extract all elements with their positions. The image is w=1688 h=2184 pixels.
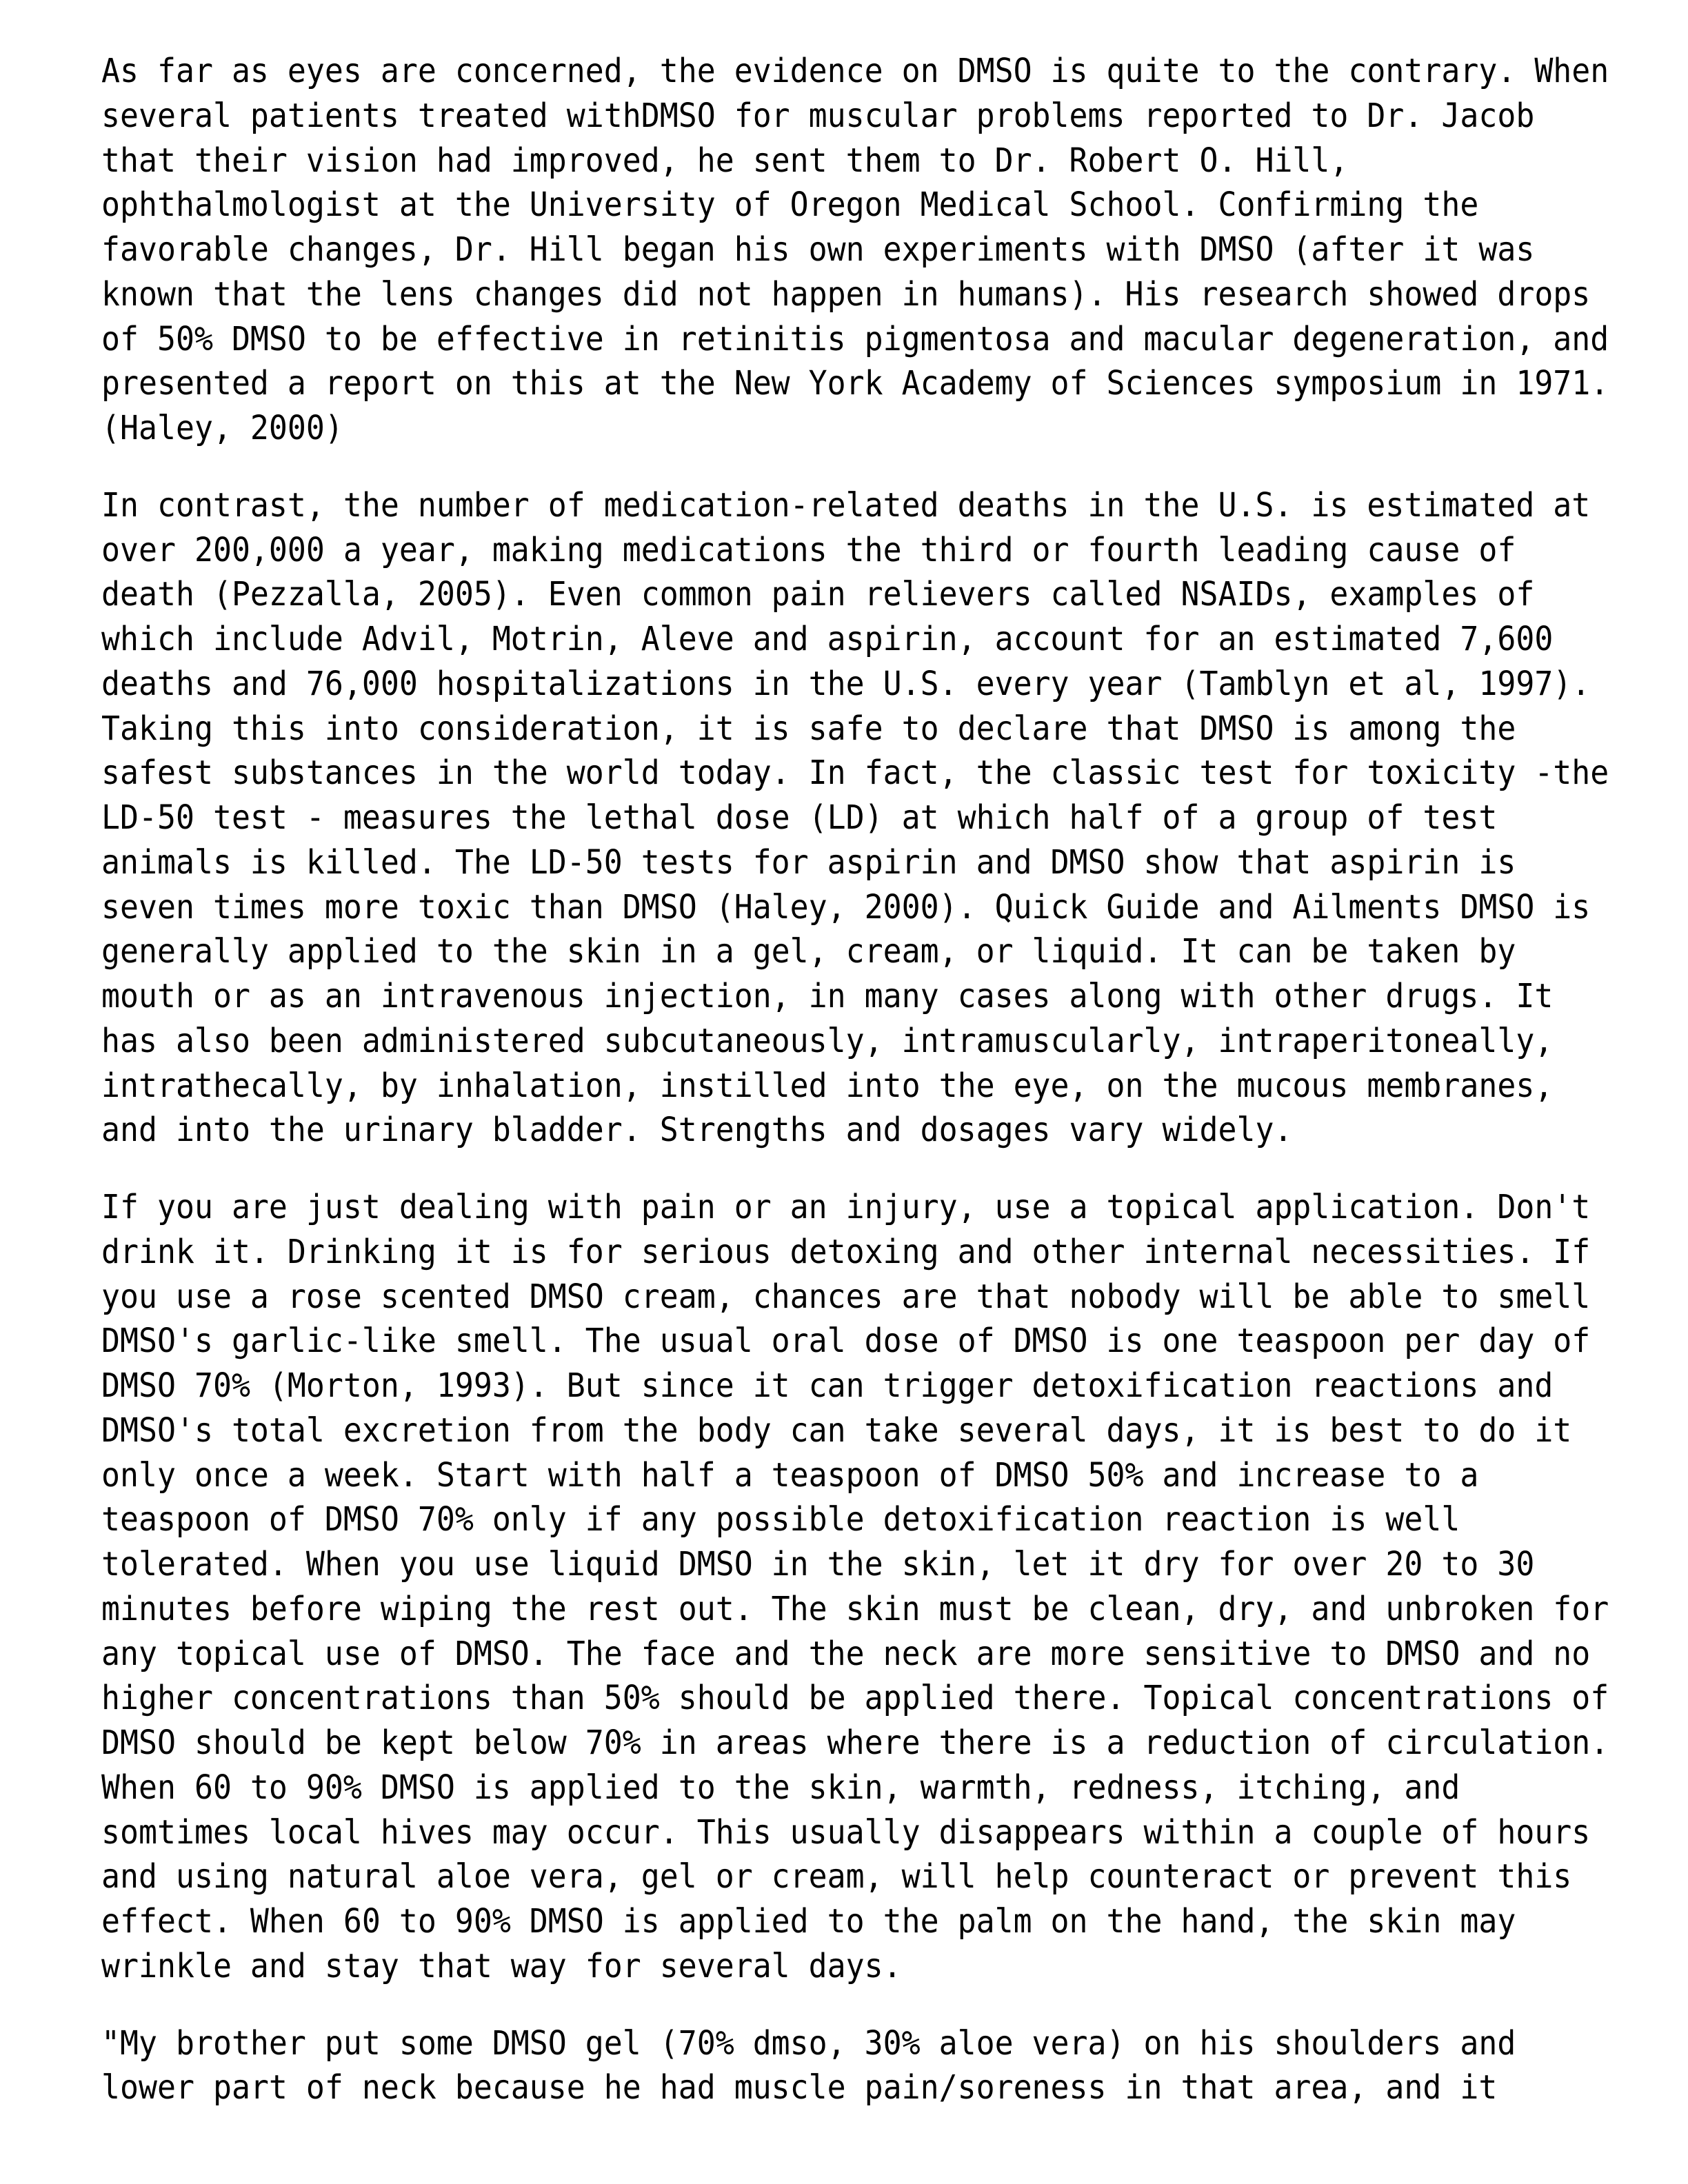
paragraph-brother-quote: "My brother put some DMSO gel (70% dmso, 30% aloe vera) on his shoulders and lower part of neck because he had muscle pain/soreness in that area, and it [101, 2023, 1516, 2107]
page-text-content [101, 49, 1688, 2110]
paragraph-usage-instructions: If you are just dealing with pain or an injury, use a topical application. Don't drink it. Drinking it is for serious detoxing and other internal necessities. If you use a rose scented DMSO cream, chances are that nobody will be able to smell DMSO's garlic-like smell. The usual oral dose of DMSO is one teaspoon per day of DMSO 70% (Morton, 1993). But since it can trigger detoxification reactions and DMSO's total excretion from the body can take several days, it is best to do it only once a week. Start with half a teaspoon of DMSO 50% and increase to a teaspoon of DMSO 70% only if any possible detoxification reaction is well tolerated. When you use liquid DMSO in the skin, let it dry for over 20 to 30 minutes before wiping the rest out. The skin must be clean, dry, and unbroken for any topical use of DMSO. The face and the neck are more sensitive to DMSO and no higher concentrations than 50% should be applied there. Topical concentrations of DMSO should be kept below 70% in areas where there is a reduction of circulation. When 60 to 90% DMSO is applied to the skin, warmth, redness, itching, and somtimes local hives may occur. This usually disappears within a couple of hours and using natural aloe vera, gel or cream, will help counteract or prevent this effect. When 60 to 90% DMSO is applied to the palm on the hand, the skin may wrinkle and stay that way for several days. [101, 1188, 1609, 1985]
paragraph-medication-deaths: In contrast, the number of medication-related deaths in the U.S. is estimated at over 200,000 a year, making medications the third or fourth leading cause of death (Pezzalla, 2005). Even common pain relievers called NSAIDs, examples of which include Advil, Motrin, Aleve and aspirin, account for an estimated 7,600 deaths and 76,000 hospitalizations in the U.S. every year (Tamblyn et al, 1997). Taking this into consideration, it is safe to declare that DMSO is among the safest substances in the world today. In fact, the classic test for toxicity -the LD-50 test - measures the lethal dose (LD) at which half of a group of test animals is killed. The LD-50 tests for aspirin and DMSO show that aspirin is seven times more toxic than DMSO (Haley, 2000). Quick Guide and Ailments DMSO is generally applied to the skin in a gel, cream, or liquid. It can be taken by mouth or as an intravenous injection, in many cases along with other drugs. It has also been administered subcutaneously, intramuscularly, intraperitoneally, intrathecally, by inhalation, instilled into the eye, on the mucous membranes, and into the urinary bladder. Strengths and dosages vary widely. [101, 485, 1609, 1150]
paragraph-dmso-eyes: As far as eyes are concerned, the evidence on DMSO is quite to the contrary. When several patients treated withDMSO for muscular problems reported to Dr. Jacob that their vision had improved, he sent them to Dr. Robert O. Hill, ophthalmologist at the University of Oregon Medical School. Confirming the favorable changes, Dr. Hill began his own experiments with DMSO (after it was known that the lens changes did not happen in humans). His research showed drops of 50% DMSO to be effective in retinitis pigmentosa and macular degeneration, and presented a report on this at the New York Academy of Sciences symposium in 1971. (Haley, 2000) [101, 52, 1609, 447]
